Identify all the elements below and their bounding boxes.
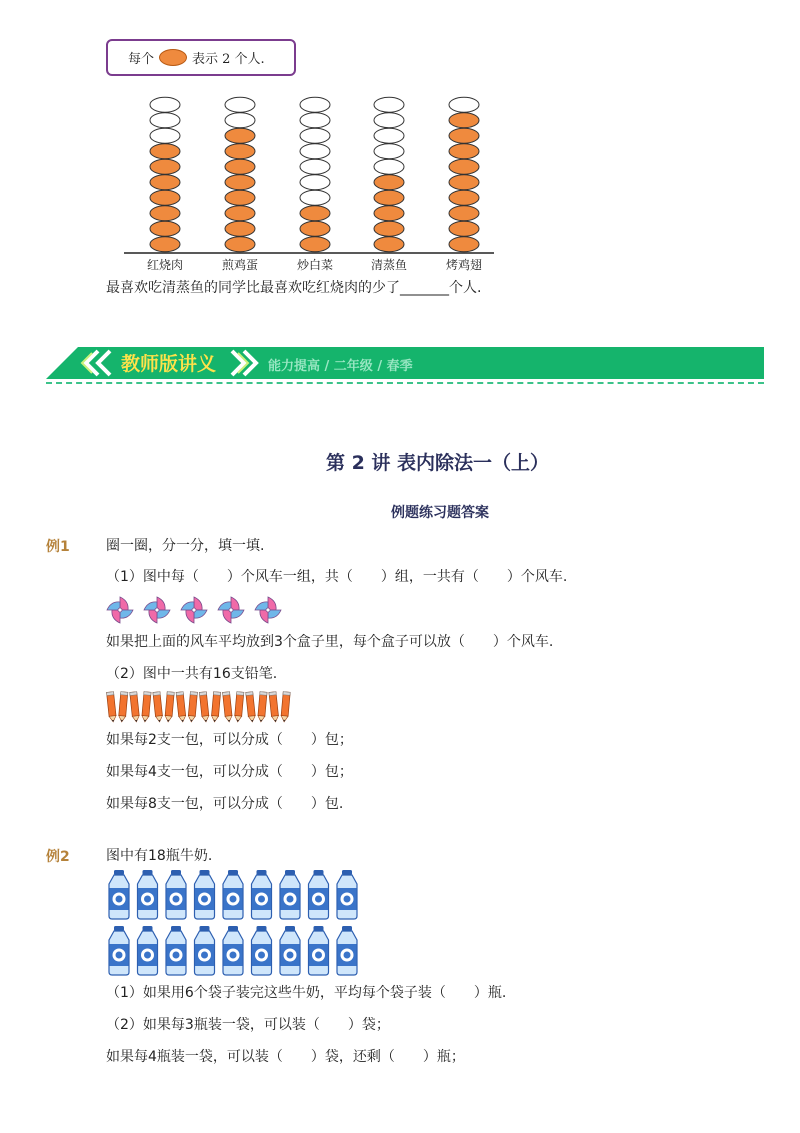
bead-column-2 [225, 97, 255, 251]
bead-column-1 [150, 97, 180, 251]
category-label-4: 清蒸鱼 [370, 258, 407, 272]
example-2-q1: （1）如果用6个袋子装完这些牛奶，平均每个袋子装（ ）瓶. [106, 985, 507, 1001]
milk-bottle-icon [166, 870, 186, 919]
milk-bottle-icon [138, 870, 158, 919]
bead-empty [225, 97, 255, 112]
bead-empty [374, 113, 404, 128]
example-1-line-3: 如果每8支一包，可以分成（ ）包. [106, 796, 344, 812]
bead-empty [300, 144, 330, 159]
section-title: 例题练习题答案 [391, 505, 489, 521]
pencil-icon [118, 692, 128, 722]
bead-empty [374, 128, 404, 143]
pencil-icon [176, 692, 186, 723]
pencil-icon [281, 692, 291, 722]
bead-empty [300, 128, 330, 143]
bead-filled [449, 190, 479, 205]
example-2-label: 例2 [46, 849, 70, 865]
bead-filled [225, 221, 255, 236]
milk-bottle-icon [166, 926, 186, 975]
bead-filled [225, 144, 255, 159]
lecture-title: 第 2 讲 表内除法一（上） [325, 452, 550, 474]
pencil-icon [246, 692, 256, 723]
bead-empty [300, 159, 330, 174]
bead-filled [225, 175, 255, 190]
bead-filled [449, 237, 479, 252]
pencil-icon [199, 692, 209, 723]
milk-bottle-icon [109, 926, 129, 975]
banner-title: 教师版讲义 [121, 353, 217, 375]
bead-empty [300, 190, 330, 205]
example-1-q1: （1）图中每（ ）个风车一组，共（ ）组，一共有（ ）个风车. [106, 569, 568, 585]
pencil-icon [165, 692, 175, 722]
banner-subtitle: 能力提高 / 二年级 / 春季 [268, 359, 413, 374]
bead-empty [374, 159, 404, 174]
bead-column-4 [374, 97, 404, 251]
pinwheel-row [104, 594, 294, 626]
category-label-3: 炒白菜 [296, 258, 333, 272]
bead-column-5 [449, 97, 479, 251]
chart-question: 最喜欢吃清蒸鱼的同学比最喜欢吃红烧肉的少了_______个人. [106, 280, 482, 296]
pinwheel-icon [107, 597, 133, 623]
milk-bottle-icon [223, 870, 243, 919]
category-label-5: 烤鸡翅 [445, 258, 482, 272]
bead-filled [374, 206, 404, 221]
bead-empty [374, 97, 404, 112]
legend-bead-icon [159, 49, 187, 66]
pinwheel-icon [181, 597, 207, 623]
legend-suffix: 表示 2 个人. [192, 52, 265, 67]
bead-filled [150, 206, 180, 221]
pencil-icon [130, 692, 140, 723]
pinwheel-icon [144, 597, 170, 623]
pencil-row [104, 690, 299, 724]
bead-filled [300, 206, 330, 221]
pencil-icon [269, 692, 279, 723]
bead-chart [120, 92, 500, 258]
bead-column-3 [300, 97, 330, 251]
bead-filled [150, 221, 180, 236]
bead-filled [225, 206, 255, 221]
pinwheel-icon [255, 597, 281, 623]
milk-bottle-icon [252, 926, 272, 975]
example-2-intro: 图中有18瓶牛奶. [106, 848, 213, 864]
bead-empty [300, 113, 330, 128]
bead-empty [449, 97, 479, 112]
legend-box [106, 39, 296, 76]
milk-bottle-icon [223, 926, 243, 975]
example-1-intro: 圈一圈，分一分，填一填. [106, 538, 265, 554]
pencil-icon [223, 692, 233, 723]
example-1-line-2: 如果每4支一包，可以分成（ ）包； [106, 764, 353, 780]
bead-filled [300, 237, 330, 252]
bead-filled [150, 190, 180, 205]
bead-filled [374, 175, 404, 190]
bead-filled [150, 144, 180, 159]
legend-prefix: 每个 [128, 52, 155, 67]
example-1-q2: （2）图中一共有16支铅笔. [106, 666, 278, 682]
milk-bottle-icon [195, 926, 215, 975]
bead-filled [225, 237, 255, 252]
bead-empty [225, 113, 255, 128]
pencil-icon [188, 692, 198, 722]
pencil-icon [234, 692, 244, 722]
pencil-icon [107, 692, 117, 723]
bead-empty [300, 175, 330, 190]
banner-divider [46, 382, 764, 384]
example-1-line-1: 如果每2支一包，可以分成（ ）包； [106, 732, 353, 748]
milk-bottle-icon [309, 870, 329, 919]
milk-bottle-icon [309, 926, 329, 975]
bead-filled [374, 237, 404, 252]
bead-filled [449, 159, 479, 174]
bead-filled [449, 144, 479, 159]
milk-bottle-icon [252, 870, 272, 919]
pencil-icon [153, 692, 163, 723]
example-1-q1b: 如果把上面的风车平均放到3个盒子里，每个盒子可以放（ ）个风车. [106, 634, 554, 650]
bead-filled [150, 175, 180, 190]
example-1-label: 例1 [46, 539, 70, 555]
milk-bottle-grid [104, 868, 364, 978]
pencil-icon [257, 692, 267, 722]
milk-bottle-icon [280, 926, 300, 975]
example-2-q2: （2）如果每3瓶装一袋，可以装（ ）袋； [106, 1017, 390, 1033]
bead-empty [150, 113, 180, 128]
milk-bottle-icon [109, 870, 129, 919]
bead-empty [150, 97, 180, 112]
pinwheel-icon [218, 597, 244, 623]
milk-bottle-icon [337, 926, 357, 975]
bead-filled [449, 128, 479, 143]
category-label-1: 红烧肉 [146, 258, 183, 272]
bead-empty [300, 97, 330, 112]
bead-filled [449, 221, 479, 236]
bead-filled [225, 190, 255, 205]
bead-filled [374, 221, 404, 236]
bead-empty [374, 144, 404, 159]
milk-bottle-icon [138, 926, 158, 975]
milk-bottle-icon [195, 870, 215, 919]
bead-filled [449, 175, 479, 190]
bead-filled [225, 128, 255, 143]
category-label-2: 煎鸡蛋 [221, 258, 258, 272]
bead-filled [449, 206, 479, 221]
milk-bottle-icon [337, 870, 357, 919]
bead-filled [150, 159, 180, 174]
bead-filled [225, 159, 255, 174]
pencil-icon [211, 692, 221, 722]
bead-filled [150, 237, 180, 252]
bead-filled [374, 190, 404, 205]
milk-bottle-icon [280, 870, 300, 919]
bead-filled [300, 221, 330, 236]
bead-filled [449, 113, 479, 128]
pencil-icon [141, 692, 151, 722]
example-2-q3: 如果每4瓶装一袋，可以装（ ）袋，还剩（ ）瓶； [106, 1049, 465, 1065]
bead-empty [150, 128, 180, 143]
